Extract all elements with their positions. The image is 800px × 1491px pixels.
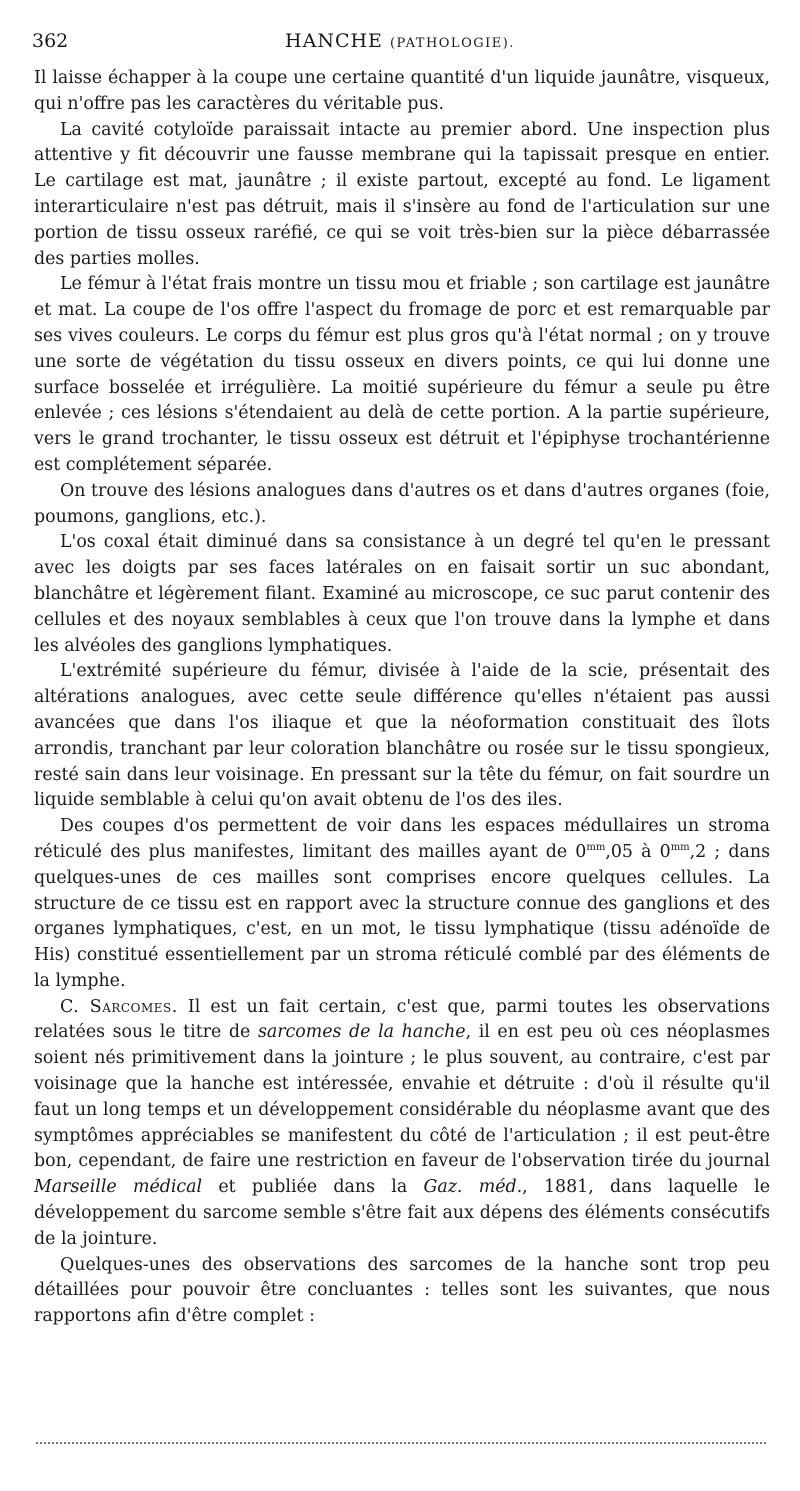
stroma-text-2: ,05 à 0 — [605, 841, 671, 862]
sarcomes-italic-title: sarcomes de la hanche — [257, 1022, 466, 1043]
gazette-name: Gaz. méd. — [423, 1177, 523, 1198]
paragraph-lesions-analogues: On trouve des lésions analogues dans d'autres os et dans d'autres organes (foie, poumons, ganglions, etc.). — [34, 480, 770, 527]
paragraph-os-coxal: L'os coxal était diminué dans sa consistance à un degré tel qu'en le pressant avec les doigts par ses faces latérales on en faisait sortir un suc abondant, blanchâtre et légèrement filant. Examiné au microscope, ce suc parut contenir des cellules et des noyaux semblables à ceux que l'on trouve dans la lymphe et dans les alvéoles des ganglions lymphatiques. — [34, 532, 770, 656]
running-title — [32, 30, 768, 52]
running-title-main: HANCHE — [285, 30, 390, 52]
unit-mm-1: mm — [586, 841, 606, 853]
unit-mm-2: mm — [670, 841, 690, 853]
body-text — [34, 66, 770, 1330]
stroma-text-3: ,2 ; dans quelques-unes de ces mailles sont comprises encore quelques cellules. La structure de ce tissu est en rapport avec la structure connue des ganglions et des organes lymphatiques, c'est, en un mot, le tissu lymphatique (tissu adénoïde de His) constitué essentiellement par un stroma réticulé comblé par des éléments de la lymphe. — [34, 841, 770, 991]
sarcomes-text-4: , 1881, dans laquelle le développement du sarcome semble s'être fait aux dépens des éléments consécutifs de la jointure. — [34, 1177, 771, 1249]
paragraph-pus: Il laisse échapper à la coupe une certaine quantité d'un liquide jaunâtre, visqueux, qui n'offre pas les caractères du véritable pus. — [34, 68, 770, 114]
sarcomes-text-2: , il en est peu où ces néoplasmes soient nés primitivement dans la jointure ; le plus souvent, au contraire, c'est par voisinage que la hanche est intéressée, envahie et détruite : d'où il résulte qu'il faut un long temps et un développement considérable du néoplasme avant que des symptômes appréciables se manifestent du côté de l'articulation ; il est peut-être bon, cependant, de faire une restriction en faveur de l'observation tirée du journal — [34, 1022, 770, 1172]
paragraph-cavite-cotyloide: La cavité cotyloïde paraissait intacte au premier abord. Une inspection plus attentive y fit découvrir une fausse membrane qui la tapissait presque en entier. Le cartilage est mat, jaunâtre ; il existe partout, excepté au fond. Le ligament interarticulaire n'est pas détruit, mais il s'insère au fond de l'articulation sur une portion de tissu osseux raréfié, ce qui se voit très-bien sur la pièce débarrassée des parties molles. — [34, 119, 770, 269]
section-heading-sarcomes: C. Sarcomes. — [60, 996, 178, 1017]
page-header — [32, 30, 768, 58]
paragraph-conclusion: Quelques-unes des observations des sarcomes de la hanche sont trop peu détaillées pour pouvoir être concluantes : telles sont les suivantes, que nous rapportons afin d'être complet : — [34, 1254, 770, 1327]
paragraph-extremite-superieure: L'extrémité supérieure du fémur, divisée à l'aide de la scie, présentait des altérations analogues, avec cette seule différence qu'elles n'étaient pas aussi avancées que dans l'os iliaque et que la néoformation constituait des îlots arrondis, tranchant par leur coloration blanchâtre ou rosée sur le tissu spongieux, resté sain dans leur voisinage. En pressant sur la tête du fémur, on fait sourdre un liquide semblable à celui qu'on avait obtenu de l'os des iles. — [34, 661, 770, 811]
stroma-text-1: Des coupes d'os permettent de voir dans les espaces médullaires un stroma réticulé des plus manifestes, limitant des mailles ayant de 0 — [34, 816, 770, 862]
running-title-sub: (PATHOLOGIE). — [389, 36, 515, 51]
dotted-rule — [36, 1442, 766, 1444]
journal-name: Marseille médical — [34, 1177, 203, 1198]
page-number: 362 — [32, 30, 69, 52]
sarcomes-text-3: et publiée dans la — [202, 1177, 424, 1198]
paragraph-stroma — [34, 814, 770, 995]
paragraph-femur: Le fémur à l'état frais montre un tissu mou et friable ; son cartilage est jaunâtre et mat. La coupe de l'os offre l'aspect du fromage de porc et est remarquable par ses vives couleurs. Le corps du fémur est plus gros qu'à l'état normal ; on y trouve une sorte de végétation du tissu osseux en divers points, ce qui lui donne une surface bosselée et irrégulière. La moitié supérieure du fémur a seule pu être enlevée ; ces lésions s'étendaient au delà de cette portion. A la partie supérieure, vers le grand trochanter, le tissu osseux est détruit et l'épiphyse trochantérienne est complétement séparée. — [34, 274, 770, 475]
sarcomes-text-1: Il est un fait certain, c'est que, parmi toutes les observations relatées sous le titre de — [34, 996, 770, 1043]
paragraph-sarcomes — [34, 995, 770, 1253]
